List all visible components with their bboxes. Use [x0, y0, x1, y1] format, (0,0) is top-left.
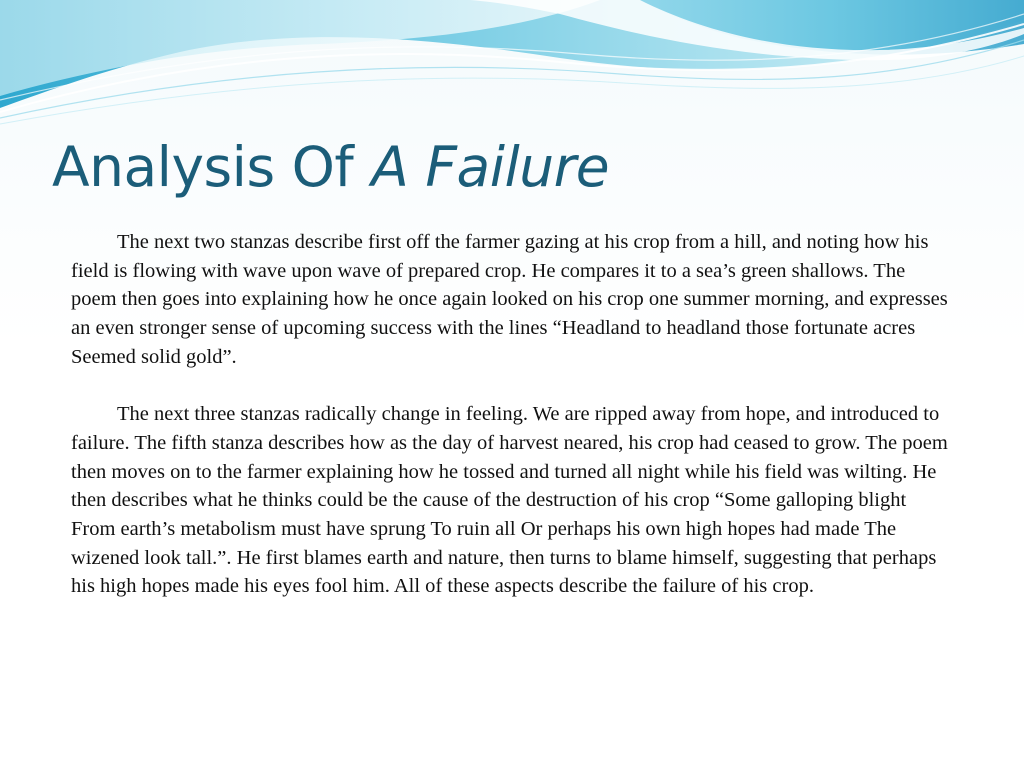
paragraph-2: The next three stanzas radically change in feeling. We are ripped away from hope, and introduced to failure. The fifth stanza describes how as the day of harvest neared, his crop had ceased to grow. The poem then moves on to the farmer explaining how he tossed and turned all night while his field was wilting. He then describes what he thinks could be the cause of the destruction of his crop “Some galloping blight From earth’s metabolism must have sprung To ruin all Or perhaps his own high hopes had made The wizened look tall.”. He first blames earth and nature, then turns to blame himself, suggesting that perhaps his high hopes made his eyes fool him. All of these aspects describe the failure of his crop.: [71, 403, 948, 598]
slide-body: [71, 228, 951, 601]
paragraph-1: The next two stanzas describe first off the farmer gazing at his crop from a hill, and noting how his field is flowing with wave upon wave of prepared crop. He compares it to a sea’s green shallows. The poem then goes into explaining how he once again looked on his crop one summer morning, and expresses an even stronger sense of upcoming success with the lines “Headland to headland those fortunate acres Seemed solid gold”.: [71, 231, 948, 368]
slide-title: [52, 128, 609, 206]
wave-decoration: [0, 0, 1024, 125]
slide-title-main: Analysis Of: [52, 135, 354, 199]
slide-title-italic: A Failure: [371, 135, 610, 199]
